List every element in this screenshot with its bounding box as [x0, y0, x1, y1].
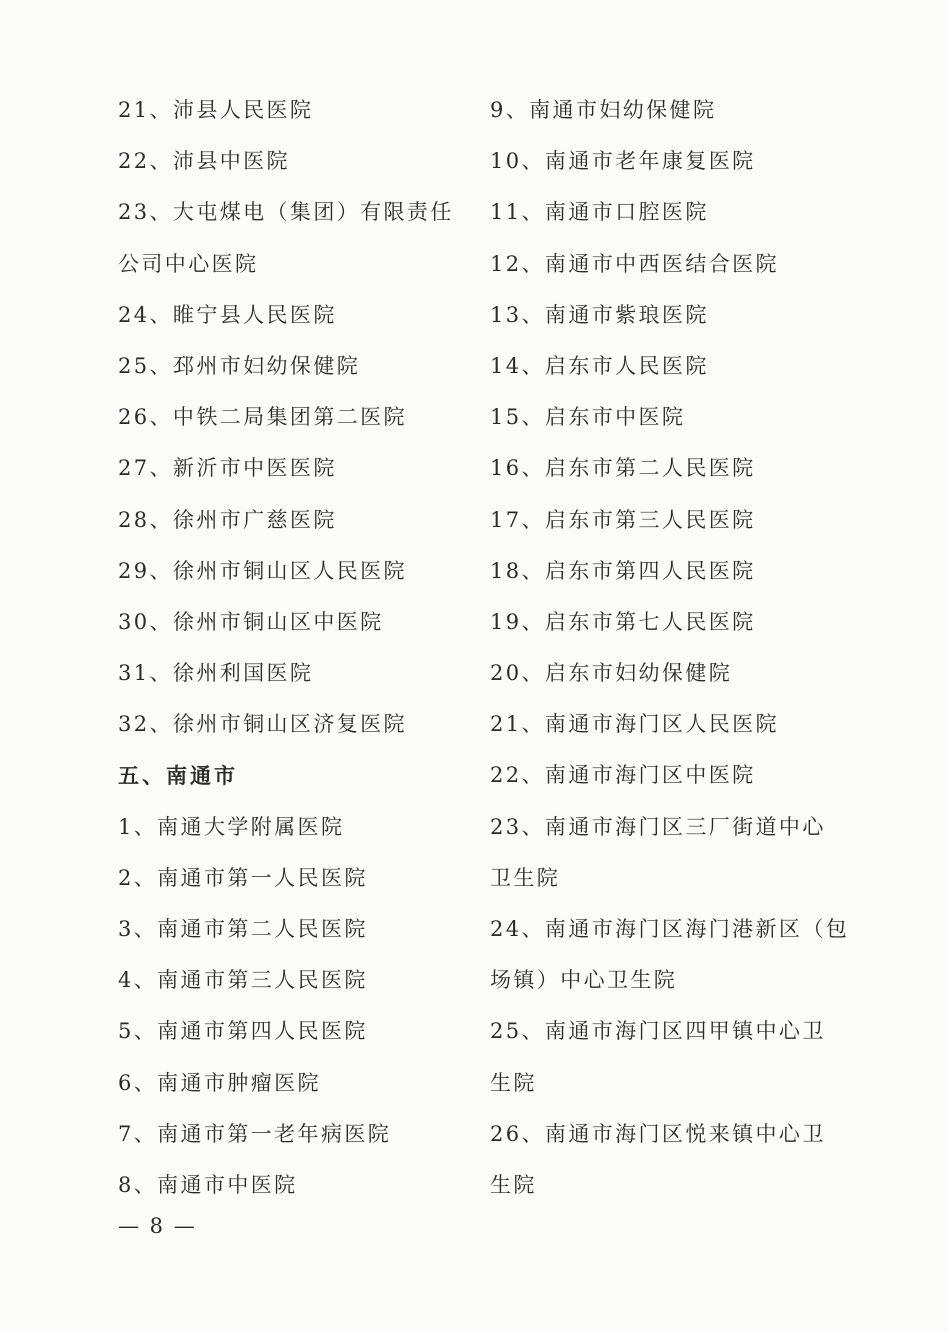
list-item: 22、南通市海门区中医院	[490, 763, 756, 788]
list-item: 27、新沂市中医医院	[118, 456, 337, 481]
list-item: 26、中铁二局集团第二医院	[118, 405, 407, 430]
list-item: 30、徐州市铜山区中医院	[118, 609, 384, 634]
list-item: 1、南通大学附属医院	[118, 814, 345, 839]
list-item: 15、启东市中医院	[490, 405, 686, 430]
list-item: 2、南通市第一人民医院	[118, 865, 368, 890]
list-item: 23、大屯煤电（集团）有限责任	[118, 200, 454, 225]
list-item: 3、南通市第二人民医院	[118, 917, 368, 941]
list-item: 32、徐州市铜山区济复医院	[118, 712, 407, 737]
list-item: 13、南通市紫琅医院	[490, 302, 709, 327]
list-item: 25、南通市海门区四甲镇中心卫	[490, 1019, 826, 1044]
list-item: 21、南通市海门区人民医院	[490, 712, 779, 737]
list-item-continuation: 公司中心医院	[118, 251, 259, 276]
list-item: 7、南通市第一老年病医院	[118, 1121, 392, 1146]
page-number: — 8 —	[118, 1214, 197, 1238]
list-item: 5、南通市第四人民医院	[118, 1019, 368, 1044]
list-item: 10、南通市老年康复医院	[490, 149, 756, 174]
list-item: 6、南通市肿瘤医院	[118, 1070, 321, 1095]
list-item: 19、启东市第七人民医院	[490, 609, 756, 634]
list-item: 16、启东市第二人民医院	[490, 456, 756, 481]
list-item-continuation: 卫生院	[490, 865, 561, 890]
list-item: 24、睢宁县人民医院	[118, 302, 337, 327]
section-heading: 五、南通市	[118, 763, 238, 789]
left-column	[118, 85, 458, 1211]
list-item: 25、邳州市妇幼保健院	[118, 353, 361, 378]
list-item: 14、启东市人民医院	[490, 353, 709, 378]
list-item: 11、南通市口腔医院	[490, 200, 709, 225]
list-item: 26、南通市海门区悦来镇中心卫	[490, 1121, 826, 1146]
list-item: 29、徐州市铜山区人民医院	[118, 558, 407, 583]
list-item: 17、启东市第三人民医院	[490, 507, 756, 532]
list-item: 18、启东市第四人民医院	[490, 558, 756, 583]
list-item: 21、沛县人民医院	[118, 98, 314, 122]
list-item: 20、启东市妇幼保健院	[490, 661, 733, 686]
list-item: 9、南通市妇幼保健院	[490, 98, 717, 122]
list-item: 23、南通市海门区三厂街道中心	[490, 814, 826, 839]
list-item: 31、徐州利国医院	[118, 661, 314, 686]
list-item: 8、南通市中医院	[118, 1172, 298, 1197]
list-item: 22、沛县中医院	[118, 149, 290, 174]
list-item-continuation: 生院	[490, 1172, 537, 1197]
list-item: 28、徐州市广慈医院	[118, 507, 337, 532]
right-column	[490, 85, 850, 1211]
list-item-continuation: 生院	[490, 1070, 537, 1095]
list-item-continuation: 场镇）中心卫生院	[490, 968, 678, 993]
list-item: 24、南通市海门区海门港新区（包	[490, 917, 850, 941]
list-item: 4、南通市第三人民医院	[118, 968, 368, 993]
list-item: 12、南通市中西医结合医院	[490, 251, 779, 276]
